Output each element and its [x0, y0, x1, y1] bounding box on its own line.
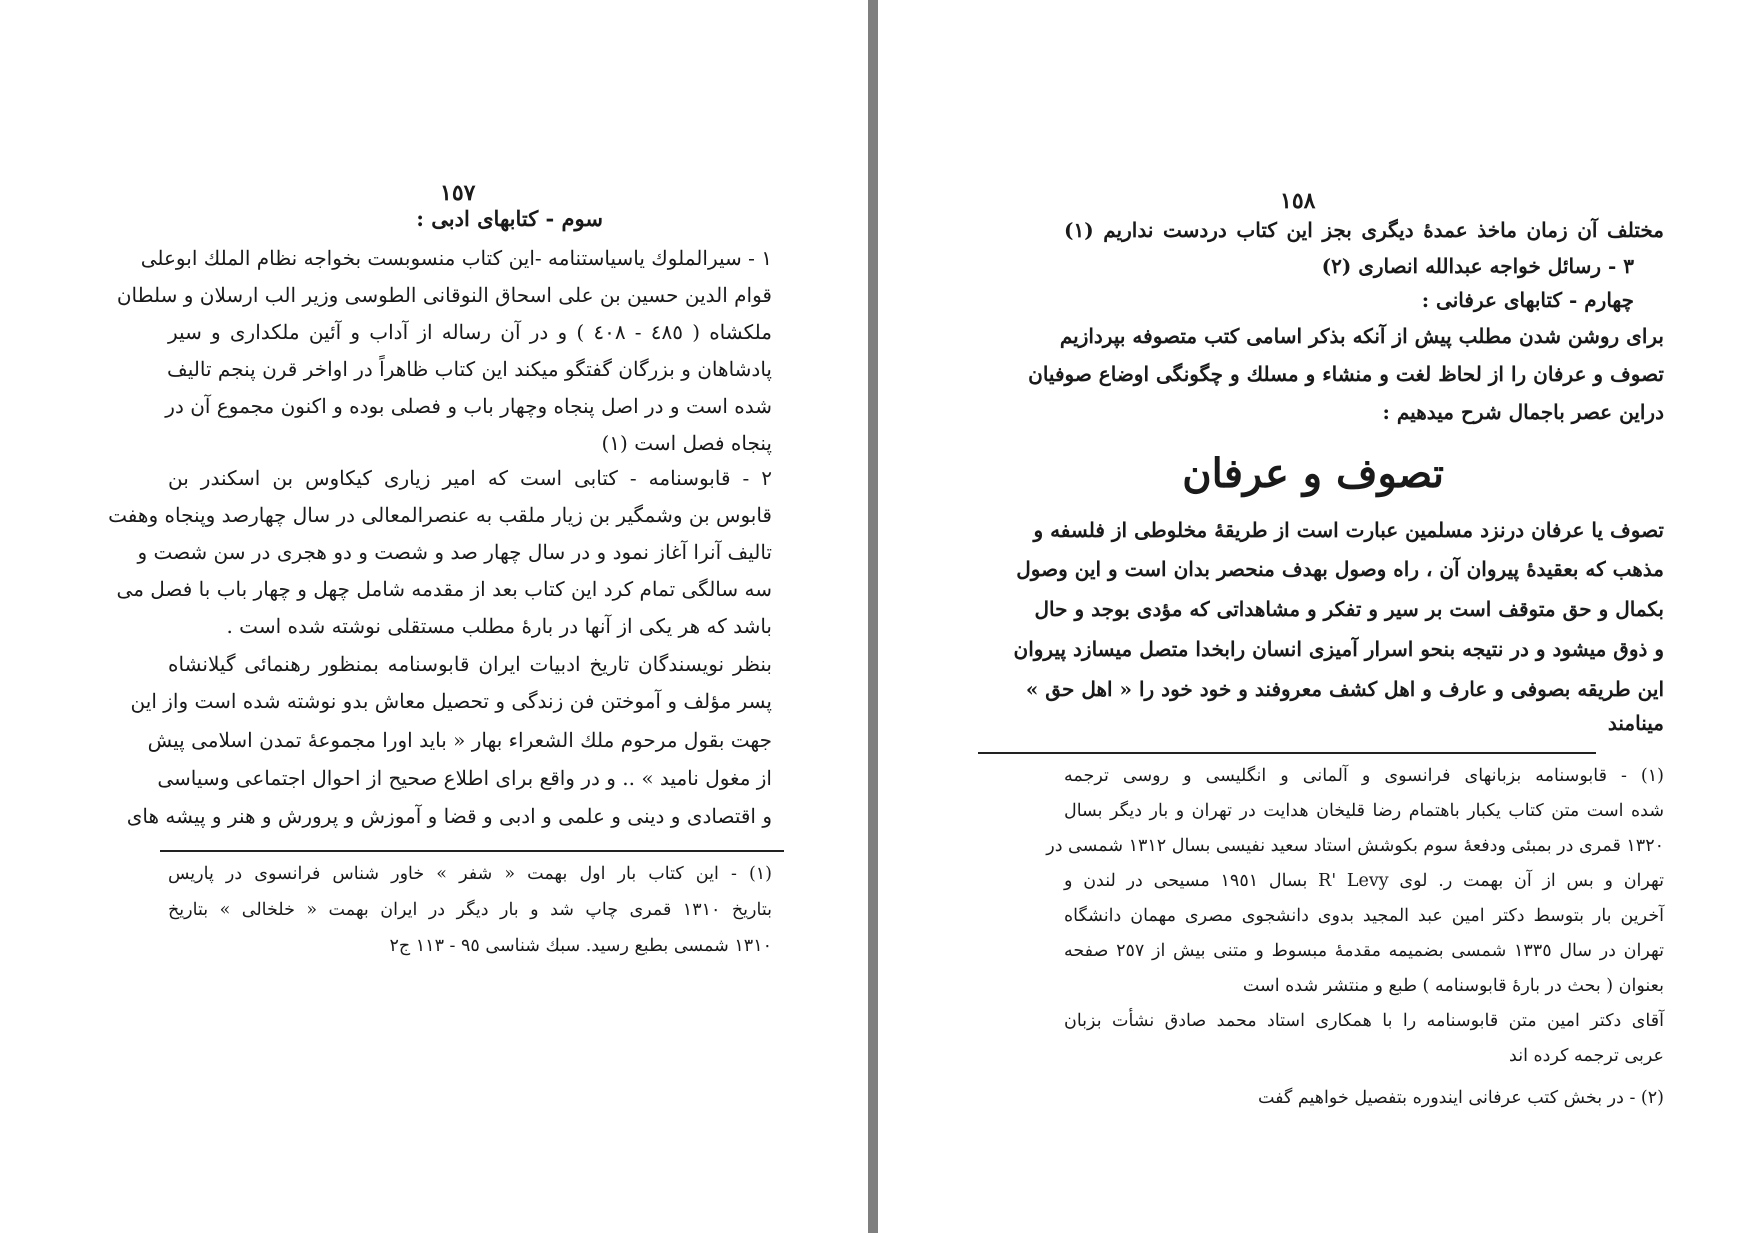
body-line: این طریقه بصوفی و عارف و اهل کشف معروفند و خود خود را « اهل حق »: [1025, 677, 1664, 701]
page-number: ١٥٨: [1280, 188, 1316, 214]
body-line: بنظر نویسندگان تاریخ ادبیات ایران قابوسنامه بمنظور رهنمائی گیلانشاه: [168, 652, 772, 676]
body-line: تصوف یا عرفان درنزد مسلمین عبارت است از طریقهٔ مخلوطی از فلسفه و: [1033, 518, 1664, 542]
body-line: پادشاهان و بزرگان گفتگو میکند این کتاب ظاهراً در اواخر قرن پنجم تالیف: [167, 357, 772, 381]
body-line: برای روشن شدن مطلب پیش از آنکه بذکر اسامی کتب متصوفه بپردازیم: [1059, 324, 1664, 348]
body-line: شده است و در اصل پنجاه وچهار باب و فصلی بوده و اکنون مجموع آن در: [165, 394, 772, 418]
body-line: و ذوق میشود و در نتیجه بنحو اسرار آمیزی انسان رابخدا متصل میسازد پیروان: [1013, 637, 1664, 661]
footnote-line: تهران و بس از آن بهمت ر. لوی R' Levy بسال ١٩٥١ مسیحی در لندن و: [1064, 871, 1664, 891]
footnote-rule: [160, 850, 784, 852]
footnote-line: (١) - این کتاب بار اول بهمت « شفر » خاور شناس فرانسوی در پاریس: [168, 864, 772, 884]
body-line: پسر مؤلف و آموختن فن زندگی و تحصیل معاش بدو نوشته شده است واز این: [130, 689, 772, 713]
body-line: جهت بقول مرحوم ملك الشعراء بهار « باید اورا مجموعهٔ تمدن اسلامی پیش: [147, 728, 772, 752]
footnote-rule: [978, 752, 1596, 754]
body-line: سه سالگی تمام کرد این کتاب بعد از مقدمه شامل چهل و چهار باب با فصل می: [116, 577, 772, 601]
body-line: ٢ - قابوسنامه - کتابی است که امیر زیاری کیکاوس بن اسکندر بن: [168, 466, 772, 490]
footnote-line: بعنوان ( بحث در بارهٔ قابوسنامه ) طبع و منتشر شده است: [1242, 976, 1664, 996]
page-gutter: [868, 0, 878, 1233]
page-158: [878, 0, 1744, 1233]
list-item-heading: ٣ - رسائل خواجه عبدالله انصاری (٢): [1321, 254, 1634, 278]
body-line: باشد که هر یکی از آنها در بارهٔ مطلب مستقلی نوشته شده است .: [226, 614, 772, 638]
footnote-line: عربی ترجمه کرده اند: [1509, 1046, 1664, 1066]
section-title: تصوف و عرفان: [1182, 450, 1444, 497]
body-line: قوام الدین حسین بن علی اسحاق النوقانی الطوسی وزیر الب ارسلان و سلطان: [116, 283, 772, 307]
body-line: مینامند: [1607, 711, 1664, 735]
footnote-line: تهران در سال ١٣٣٥ شمسی بضمیمه مقدمهٔ مبسوط و متنی بیش از ٢٥٧ صفحه: [1064, 941, 1664, 961]
section-heading: چهارم - کتابهای عرفانی :: [1421, 288, 1634, 312]
footnote-line: آقای دکتر امین متن قابوسنامه را با همکاری استاد محمد صادق نشأت بزبان: [1064, 1011, 1664, 1031]
body-line: مختلف آن زمان ماخذ عمدهٔ دیگری بجز این کتاب دردست نداریم (١): [1064, 218, 1664, 242]
body-line: تصوف و عرفان را از لحاظ لغت و منشاء و مسلك و چگونگی اوضاع صوفیان: [1028, 362, 1664, 386]
body-line: پنجاه فصل است (١): [601, 431, 772, 455]
footnote-line: بتاریخ ١٣١٠ قمری چاپ شد و بار دیگر در ایران بهمت « خلخالی » بتاریخ: [168, 900, 772, 920]
section-heading: سوم - کتابهای ادبی :: [416, 206, 603, 231]
body-line: و اقتصادی و دینی و علمی و ادبی و قضا و آموزش و پرورش و هنر و پیشه های: [126, 804, 772, 828]
body-line: قابوس بن وشمگیر بن زیار ملقب به عنصرالمعالی در سال چهارصد وپنجاه وهفت: [108, 503, 772, 527]
body-line: بکمال و حق متوقف است بر سیر و تفکر و مشاهداتی که مؤدی بوجد و حال: [1034, 597, 1664, 621]
page-157: [0, 0, 868, 1233]
footnote-line: ١٣١٠ شمسی بطبع رسید. سبك شناسی ٩٥ - ١١٣ ج٢: [389, 936, 772, 956]
body-line: ملکشاه ( ٤٨٥ - ٤٠٨ ) و در آن رساله از آداب و آئین ملکداری و سیر: [168, 320, 772, 344]
footnote-line: (٢) - در بخش کتب عرفانی ایندوره بتفصیل خواهیم گفت: [1257, 1088, 1664, 1108]
footnote-line: آخرین بار بتوسط دکتر امین عبد المجید بدوی دانشجوی مصری مهمان دانشگاه: [1064, 906, 1664, 926]
footnote-line: (١) - قابوسنامه بزبانهای فرانسوی و آلمانی و انگلیسی و روسی ترجمه: [1064, 766, 1664, 786]
body-line: مذهب که بعقیدهٔ پیروان آن ، راه وصول بهدف منحصر بدان است و این وصول: [1016, 557, 1664, 581]
body-line: تالیف آنرا آغاز نمود و در سال چهار صد و شصت و دو هجری در سن شصت و: [137, 540, 772, 564]
footnote-line: ١٣٢٠ قمری در بمبئی ودفعهٔ سوم بکوشش استاد سعید نفیسی بسال ١٣١٢ شمسی در: [1046, 836, 1664, 856]
body-line: دراین عصر باجمال شرح میدهیم :: [1382, 400, 1664, 424]
body-line: از مغول نامید » .. و در واقع برای اطلاع صحیح از احوال اجتماعی وسیاسی: [157, 766, 772, 790]
footnote-line: شده است متن کتاب یکبار باهتمام رضا قلیخان هدایت در تهران و بار دیگر بسال: [1064, 801, 1664, 821]
body-line: ١ - سیرالملوك یاسیاستنامه -این کتاب منسوبست بخواجه نظام الملك ابوعلی: [140, 246, 772, 270]
page-number: ١٥٧: [440, 180, 476, 206]
